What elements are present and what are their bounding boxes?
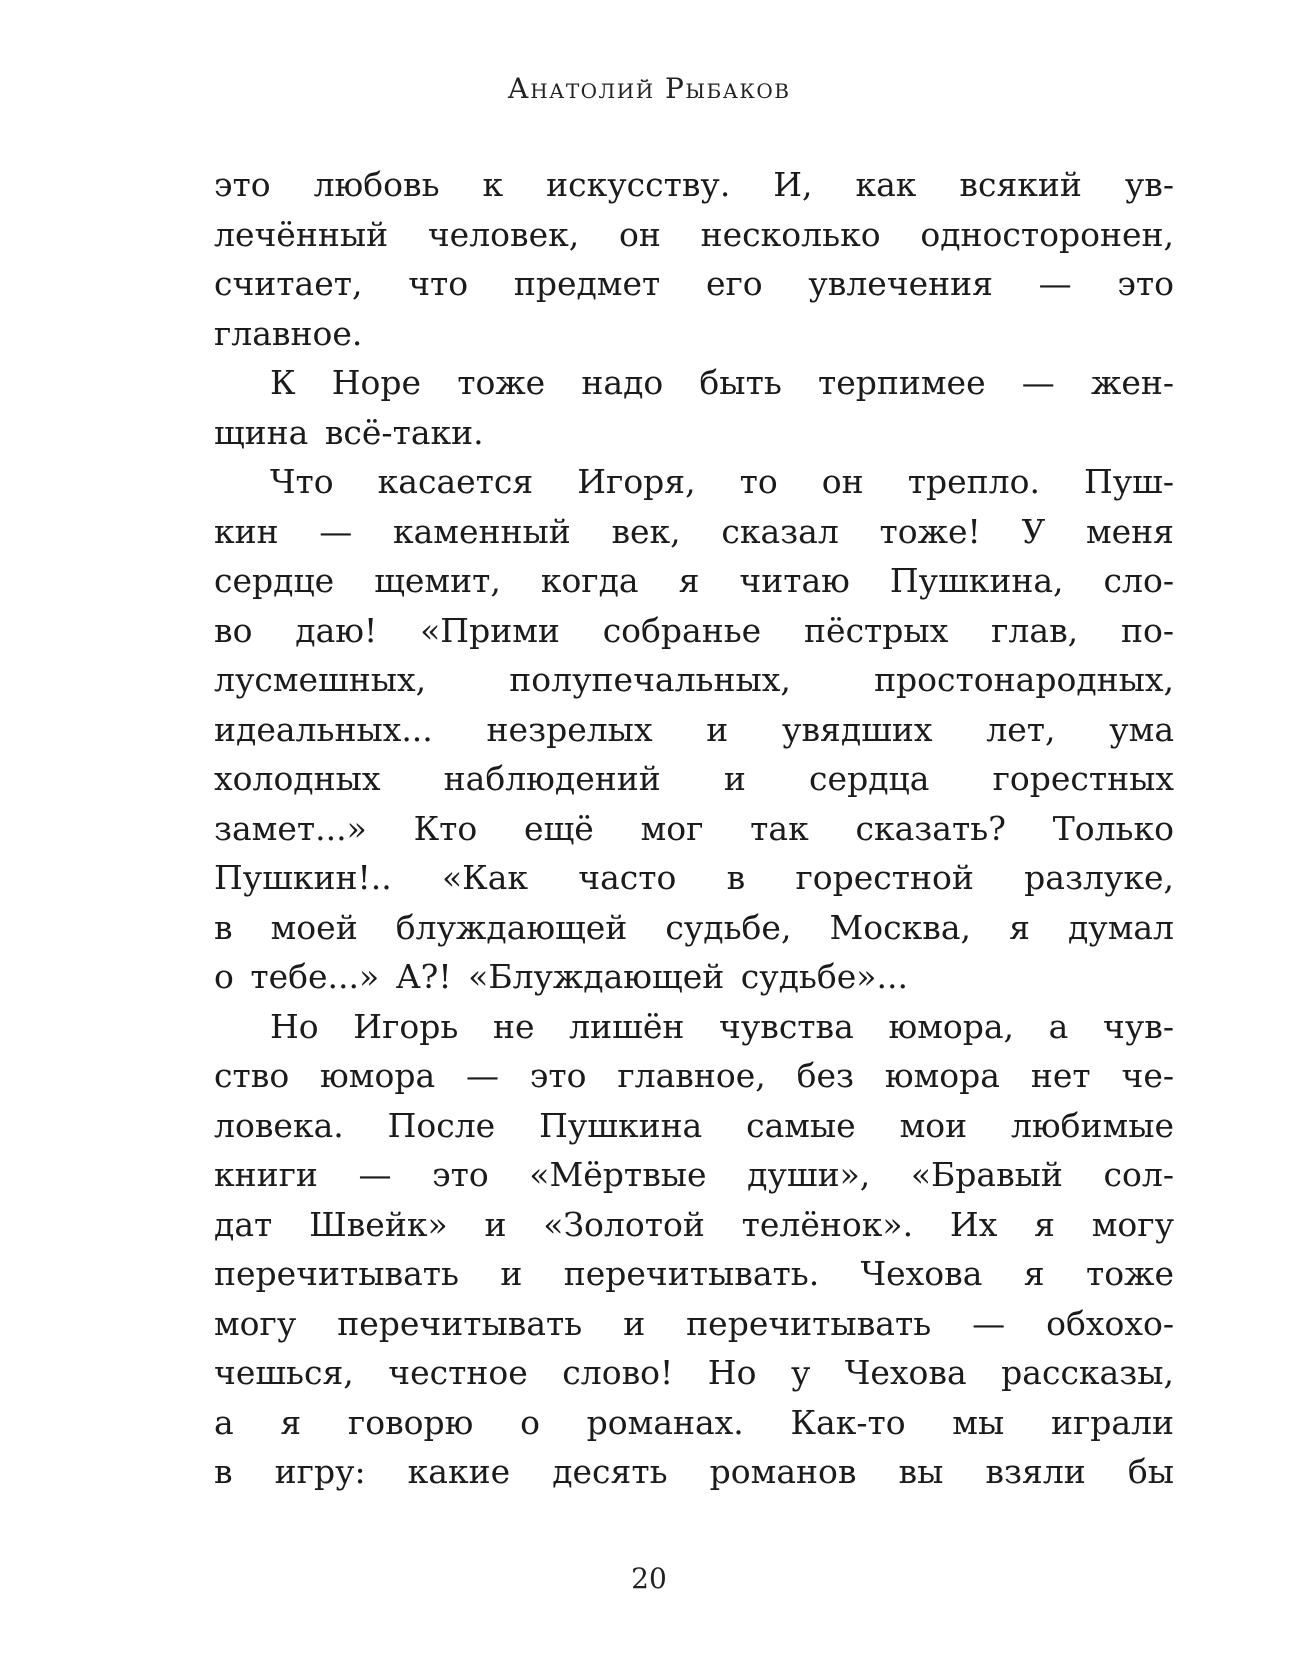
page-number: 20 [631, 1562, 667, 1595]
text-line: чешься, честное слово! Но у Чехова рассказы, [214, 1353, 1174, 1392]
text-line: о тебе...» А?! «Блуждающей судьбе»... [214, 957, 908, 996]
text-line: в игру: какие десять романов вы взяли бы [214, 1452, 1174, 1491]
text-line: Но Игорь не лишён чувства юмора, а чув- [270, 1006, 1174, 1046]
text-line: сердце щемит, когда я читаю Пушкина, сло- [214, 561, 1174, 600]
text-line: идеальных... незрелых и увядших лет, ума [214, 709, 1174, 749]
text-line: могу перечитывать и перечитывать — обхохо- [214, 1303, 1174, 1343]
text-line: ловека. После Пушкина самые мои любимые [214, 1105, 1174, 1145]
text-line: дат Швейк» и «Золотой телёнок». Их я могу [214, 1204, 1174, 1244]
text-line: Что касается Игоря, то он трепло. Пуш- [270, 462, 1174, 501]
text-line: кин — каменный век, сказал тоже! У меня [214, 511, 1174, 551]
text-line: Пушкин!.. «Как часто в горестной разлуке, [214, 858, 1174, 897]
text-line: в моей блуждающей судьбе, Москва, я думал [214, 907, 1174, 947]
text-line: щина всё-таки. [214, 412, 484, 452]
text-line: во даю! «Прими собранье пёстрых глав, по- [214, 610, 1174, 650]
text-line: перечитывать и перечитывать. Чехова я тоже [214, 1254, 1174, 1293]
text-line: а я говорю о романах. Как-то мы играли [214, 1402, 1174, 1442]
text-line: замет...» Кто ещё мог так сказать? Только [214, 808, 1174, 848]
text-line: считает, что предмет его увлечения — это [214, 264, 1174, 303]
body-text [214, 160, 1174, 1497]
text-line: это любовь к искусству. И, как всякий ув- [214, 165, 1174, 204]
text-line: книги — это «Мёртвые души», «Бравый сол- [214, 1155, 1174, 1194]
text-line: К Норе тоже надо быть терпимее — жен- [270, 363, 1174, 402]
text-line: главное. [214, 313, 363, 353]
text-line: ство юмора — это главное, без юмора нет че- [214, 1056, 1174, 1095]
text-line: лечённый человек, он несколько односторонен, [214, 214, 1174, 254]
text-line: холодных наблюдений и сердца горестных [214, 759, 1174, 798]
running-head: Анатолий Рыбаков [507, 72, 791, 105]
text-line: лусмешных, полупечальных, простонародных, [214, 660, 1174, 699]
